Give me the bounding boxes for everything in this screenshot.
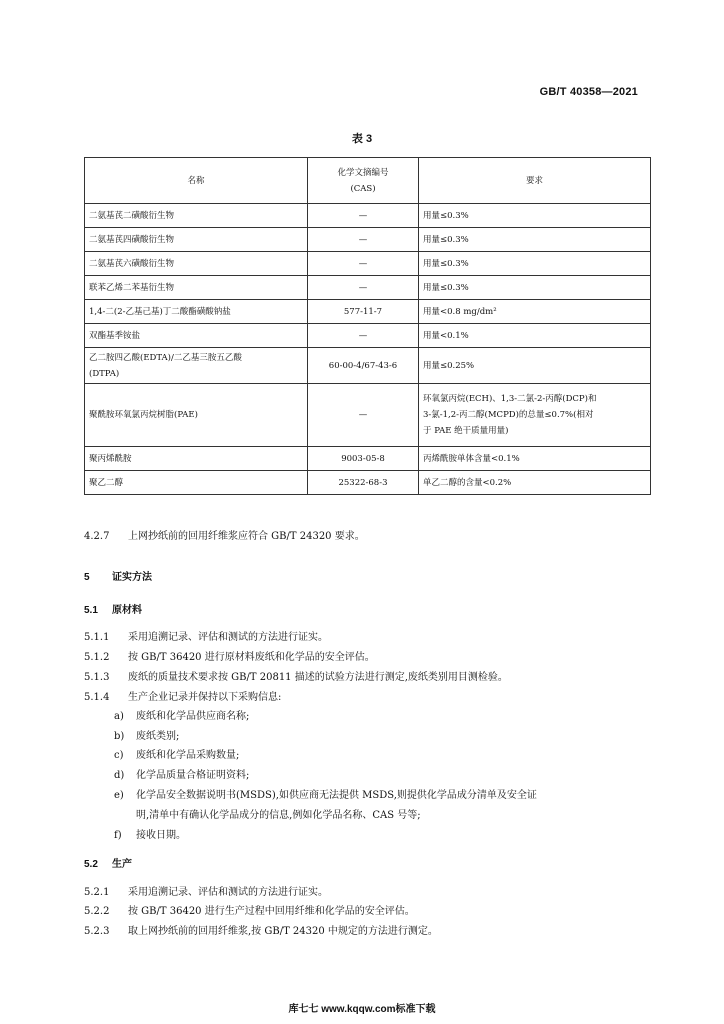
cell-req: 用量≤0.25% [419, 348, 651, 384]
cell-cas: — [308, 384, 419, 447]
table-row [85, 300, 651, 324]
list-marker: b) [114, 731, 125, 742]
cell-req: 丙烯酰胺单体含量<0.1% [419, 447, 651, 471]
section-5-heading [84, 568, 152, 583]
cell-cas: 577-11-7 [308, 300, 419, 324]
table-row [85, 447, 651, 471]
cell-name: 聚酰胺环氧氯丙烷树脂(PAE) [85, 384, 308, 447]
table-row [85, 276, 651, 300]
cell-req: 用量≤0.3% [419, 204, 651, 228]
cell-name: 二氨基芪四磺酸衍生物 [85, 228, 308, 252]
section-title: 生产 [112, 859, 132, 870]
clause-5-1-3 [84, 668, 508, 683]
cell-cas: — [308, 204, 419, 228]
cell-name: 双酯基季铵盐 [85, 324, 308, 348]
cell-req-line3: 于 PAE 绝干质量用量) [423, 426, 509, 436]
table-row [85, 471, 651, 495]
standard-number: GB/T 40358—2021 [539, 86, 638, 98]
col-header-cas-line2: (CAS) [350, 183, 376, 194]
section-number: 5.2 [84, 859, 98, 870]
cell-cas: 60-00-4/67-43-6 [308, 348, 419, 384]
clause-text: 采用追溯记录、评估和测试的方法进行证实。 [128, 632, 328, 643]
list-item [114, 707, 249, 722]
clause-text: 废纸的质量技术要求按 GB/T 20811 描述的试验方法进行测定,废纸类别用目测检验。 [128, 672, 508, 683]
table-row [85, 252, 651, 276]
list-marker: e) [114, 790, 124, 801]
list-text: 废纸类别; [136, 731, 180, 742]
cell-name-line1: 乙二胺四乙酸(EDTA)/二乙基三胺五乙酸 [89, 352, 242, 363]
list-text: 废纸和化学品供应商名称; [136, 711, 250, 722]
cell-name: 联苯乙烯二苯基衍生物 [85, 276, 308, 300]
clause-5-1-4 [84, 688, 281, 703]
list-item [114, 746, 239, 761]
cell-name: 1,4-二(2-乙基己基)丁二酸酯磺酸钠盐 [85, 300, 308, 324]
table-caption: 表 3 [351, 133, 373, 145]
clause-5-1-1 [84, 628, 328, 643]
clause-text: 采用追溯记录、评估和测试的方法进行证实。 [128, 887, 328, 898]
list-marker: f) [114, 830, 122, 841]
cell-req: 用量≤0.3% [419, 228, 651, 252]
clause-number: 5.1.1 [84, 632, 110, 643]
cell-cas: — [308, 252, 419, 276]
clause-number: 5.1.2 [84, 652, 110, 663]
clause-number: 5.2.3 [84, 926, 110, 937]
cell-req: 用量<0.8 mg/dm² [419, 300, 651, 324]
section-number: 5 [84, 572, 90, 583]
clause-5-2-3 [84, 922, 438, 937]
cell-cas: — [308, 324, 419, 348]
table-row [85, 348, 651, 384]
cell-cas: 9003-05-8 [308, 447, 419, 471]
section-number: 5.1 [84, 605, 98, 616]
list-item-continuation: 明,清单中有确认化学品成分的信息,例如化学品名称、CAS 号等; [136, 810, 421, 821]
clause-number: 5.2.2 [84, 906, 110, 917]
section-title: 原材料 [112, 605, 142, 616]
cell-name: 聚丙烯酰胺 [85, 447, 308, 471]
cell-name: 聚乙二醇 [85, 471, 308, 495]
clause-5-2-2 [84, 902, 415, 917]
clause-number: 4.2.7 [84, 531, 110, 542]
cell-name [85, 348, 308, 384]
clause-number: 5.1.4 [84, 692, 110, 703]
clause-4-2-7 [84, 527, 365, 542]
list-marker: c) [114, 750, 124, 761]
table-row [85, 324, 651, 348]
requirements-table [84, 157, 651, 495]
clause-5-1-2 [84, 648, 375, 663]
list-text: 接收日期。 [136, 830, 186, 841]
cell-req: 单乙二醇的含量<0.2% [419, 471, 651, 495]
table-row [85, 384, 651, 447]
list-item [114, 766, 249, 781]
list-marker: d) [114, 770, 125, 781]
cell-cas: — [308, 228, 419, 252]
list-item [114, 826, 186, 841]
clause-number: 5.1.3 [84, 672, 110, 683]
section-title: 证实方法 [112, 572, 152, 583]
table-row [85, 228, 651, 252]
cell-req-line2: 3-氯-1,2-丙二醇(MCPD)的总量≤0.7%(相对 [423, 410, 594, 420]
list-item [114, 727, 179, 742]
table-row [85, 204, 651, 228]
list-text: 化学品安全数据说明书(MSDS),如供应商无法提供 MSDS,则提供化学品成分清单及安全证 [136, 790, 537, 801]
list-item [114, 786, 537, 801]
col-header-cas [308, 158, 419, 204]
cell-req-line1: 环氧氯丙烷(ECH)、1,3-二氯-2-丙醇(DCP)和 [423, 394, 597, 404]
cell-req: 用量<0.1% [419, 324, 651, 348]
clause-text: 上网抄纸前的回用纤维浆应符合 GB/T 24320 要求。 [128, 531, 365, 542]
cell-name: 二氨基芪六磺酸衍生物 [85, 252, 308, 276]
cell-cas: — [308, 276, 419, 300]
cell-req: 用量≤0.3% [419, 276, 651, 300]
section-5-2-heading [84, 855, 132, 870]
section-5-1-heading [84, 601, 142, 616]
cell-req [419, 384, 651, 447]
clause-number: 5.2.1 [84, 887, 110, 898]
clause-text: 按 GB/T 36420 进行生产过程中回用纤维和化学品的安全评估。 [128, 906, 415, 917]
list-text: 废纸和化学品采购数量; [136, 750, 240, 761]
clause-text: 按 GB/T 36420 进行原材料废纸和化学品的安全评估。 [128, 652, 375, 663]
cell-cas: 25322-68-3 [308, 471, 419, 495]
clause-text: 取上网抄纸前的回用纤维浆,按 GB/T 24320 中规定的方法进行测定。 [128, 926, 438, 937]
cell-req: 用量≤0.3% [419, 252, 651, 276]
clause-5-2-1 [84, 883, 328, 898]
col-header-cas-line1: 化学文摘编号 [337, 167, 389, 178]
col-header-req: 要求 [419, 158, 651, 204]
list-marker: a) [114, 711, 124, 722]
cell-name: 二氨基芪二磺酸衍生物 [85, 204, 308, 228]
col-header-name: 名称 [85, 158, 308, 204]
cell-name-line2: (DTPA) [89, 368, 120, 379]
table-header-row [85, 158, 651, 204]
list-text: 化学品质量合格证明资料; [136, 770, 250, 781]
clause-text: 生产企业记录并保持以下采购信息: [128, 692, 282, 703]
download-watermark: 库七七 www.kqqw.com标准下载 [288, 1004, 436, 1015]
